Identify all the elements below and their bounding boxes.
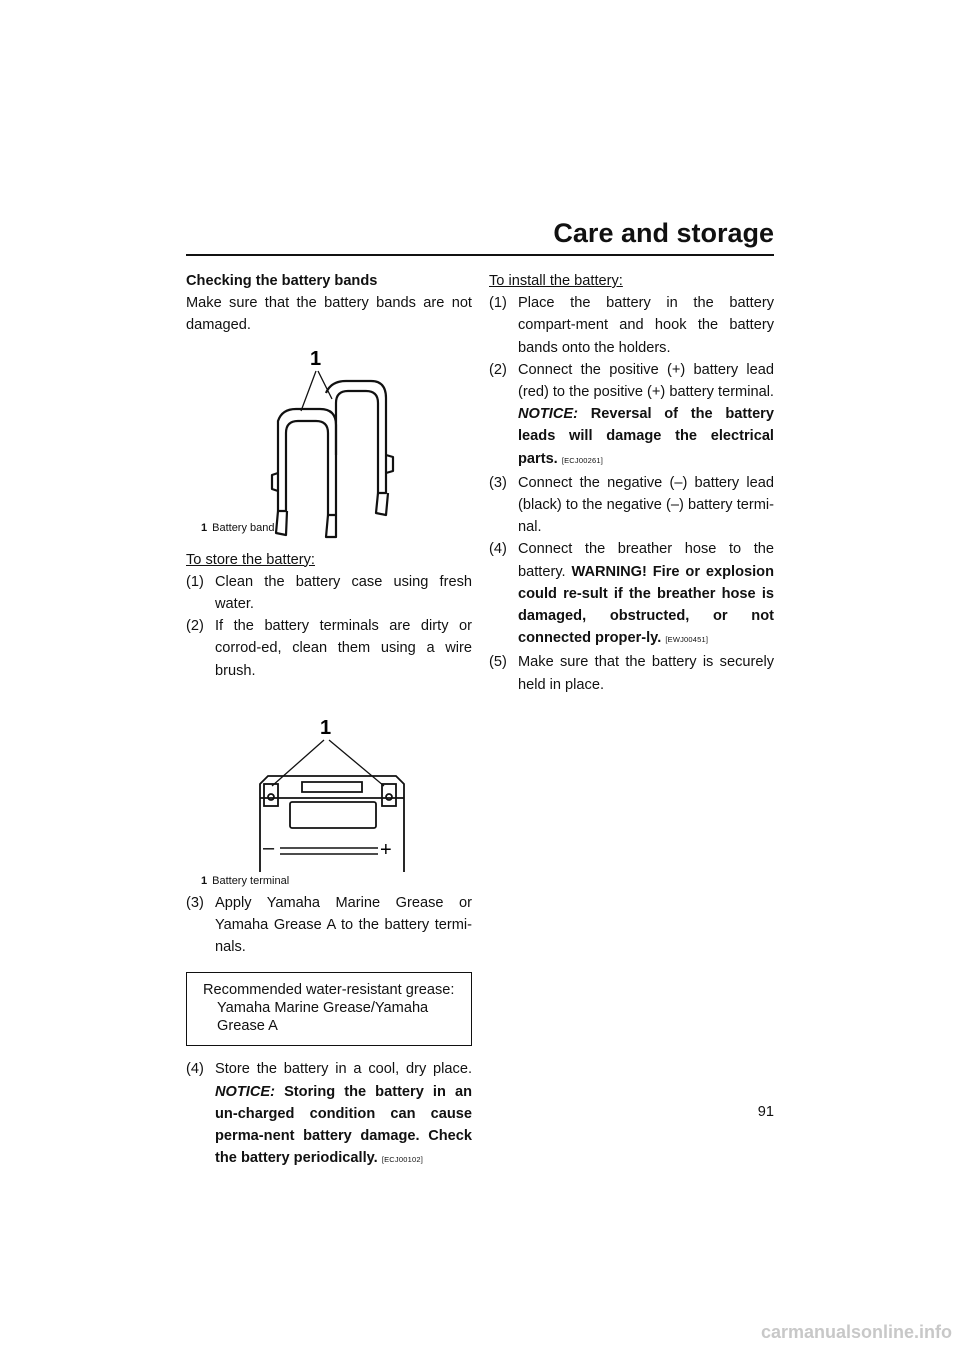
step-text: If the battery terminals are dirty or corrod-ed, clean them using a wire brush. bbox=[215, 618, 472, 679]
negative-terminal-post bbox=[264, 784, 278, 806]
page-number: 91 bbox=[757, 1104, 774, 1120]
left-column bbox=[186, 270, 472, 1171]
notice-text: Reversal of the battery leads will damage the electrical parts. bbox=[518, 406, 774, 467]
caption-number: 1 bbox=[201, 521, 208, 534]
notice-keyword: NOTICE: bbox=[518, 406, 578, 423]
watermark[interactable]: carmanualsonline.info bbox=[760, 1322, 952, 1342]
caption-number: 1 bbox=[201, 874, 208, 887]
step-number: (2) bbox=[186, 618, 204, 635]
install-heading: To install the battery: bbox=[489, 273, 623, 289]
reference-code: [EWJ00451] bbox=[665, 635, 709, 645]
battery-band-front bbox=[278, 409, 336, 515]
spec-value-line-1: Yamaha Marine Grease/Yamaha bbox=[217, 1000, 429, 1017]
battery-handle bbox=[290, 802, 376, 828]
step-text: Apply Yamaha Marine Grease or Yamaha Grease A to the battery termi-nals. bbox=[215, 894, 472, 956]
reference-code: [ECJ00102] bbox=[381, 1155, 424, 1165]
section-title-battery-bands: Checking the battery bands bbox=[186, 273, 378, 289]
step-number: (3) bbox=[489, 474, 507, 491]
step-number: (3) bbox=[186, 894, 204, 911]
callout-line bbox=[318, 371, 332, 399]
battery-band-figure bbox=[186, 343, 472, 543]
right-column bbox=[489, 270, 774, 696]
recommended-grease-box bbox=[186, 972, 472, 1046]
negative-terminal-bolt bbox=[268, 794, 274, 800]
step-number: (4) bbox=[489, 541, 507, 558]
install-step-1 bbox=[489, 292, 774, 359]
reference-code: [ECJ00261] bbox=[561, 455, 604, 465]
step-number: (4) bbox=[186, 1061, 204, 1078]
store-step-1 bbox=[186, 571, 472, 615]
step-text: Clean the battery case using fresh water. bbox=[215, 573, 472, 613]
battery-band-callout-number: 1 bbox=[310, 347, 322, 370]
install-step-4 bbox=[489, 538, 774, 651]
step-text: Make sure that the battery is securely held in place. bbox=[518, 654, 774, 693]
notice-keyword: NOTICE: bbox=[215, 1083, 275, 1100]
battery-band-illustration bbox=[186, 343, 472, 539]
store-step-2 bbox=[186, 615, 472, 682]
step-text: Connect the positive (+) battery lead (red) to the positive (+) battery terminal. bbox=[518, 361, 774, 401]
battery-bands-intro: Make sure that the battery bands are not damaged. bbox=[186, 295, 472, 334]
step-text: Connect the negative (–) battery lead (black) to the negative (–) battery termi-nal. bbox=[518, 474, 774, 536]
negative-symbol: – bbox=[263, 836, 275, 859]
warning-text: WARNING! Fire or explosion could re-sult if the breather hose is damaged, obstructed, or not connected proper-ly. bbox=[518, 563, 774, 647]
callout-line bbox=[272, 740, 324, 786]
step-number: (2) bbox=[489, 361, 507, 378]
positive-terminal-bolt bbox=[386, 794, 392, 800]
store-heading: To store the battery: bbox=[186, 551, 315, 568]
positive-terminal-post bbox=[382, 784, 396, 806]
step-number: (5) bbox=[489, 654, 507, 671]
store-step-3 bbox=[186, 892, 472, 959]
step-text: Store the battery in a cool, dry place. bbox=[215, 1061, 472, 1078]
install-step-3 bbox=[489, 472, 774, 539]
battery-terminal-illustration bbox=[186, 702, 472, 874]
step-number: (1) bbox=[489, 295, 507, 312]
spec-label: Recommended water-resistant grease: bbox=[203, 982, 455, 999]
caption-text: Battery terminal bbox=[212, 874, 290, 887]
step-text: Place the battery in the battery compart-ment and hook the battery bands onto the holders. bbox=[518, 295, 774, 356]
notice-text: Storing the battery in an un-charged condition can cause perma-nent battery damage. Check the battery periodically. bbox=[215, 1083, 472, 1167]
step-text: Connect the breather hose to the battery. bbox=[518, 541, 774, 580]
store-step-4 bbox=[186, 1058, 472, 1171]
callout-line bbox=[301, 371, 316, 411]
install-step-5 bbox=[489, 651, 774, 695]
battery-top-cap bbox=[302, 782, 362, 792]
spec-value-line-2: Grease A bbox=[217, 1018, 278, 1035]
header-rule bbox=[186, 254, 774, 256]
install-step-2 bbox=[489, 359, 774, 472]
terminal-callout-number: 1 bbox=[320, 716, 332, 739]
positive-symbol: + bbox=[380, 838, 392, 861]
page-header-title: Care and storage bbox=[553, 218, 774, 248]
step-number: (1) bbox=[186, 573, 204, 590]
callout-line bbox=[329, 740, 384, 786]
caption-text: Battery band bbox=[212, 521, 275, 534]
figure-caption bbox=[201, 874, 472, 888]
battery-band-back-hook bbox=[376, 493, 388, 515]
battery-terminal-figure bbox=[186, 702, 472, 888]
